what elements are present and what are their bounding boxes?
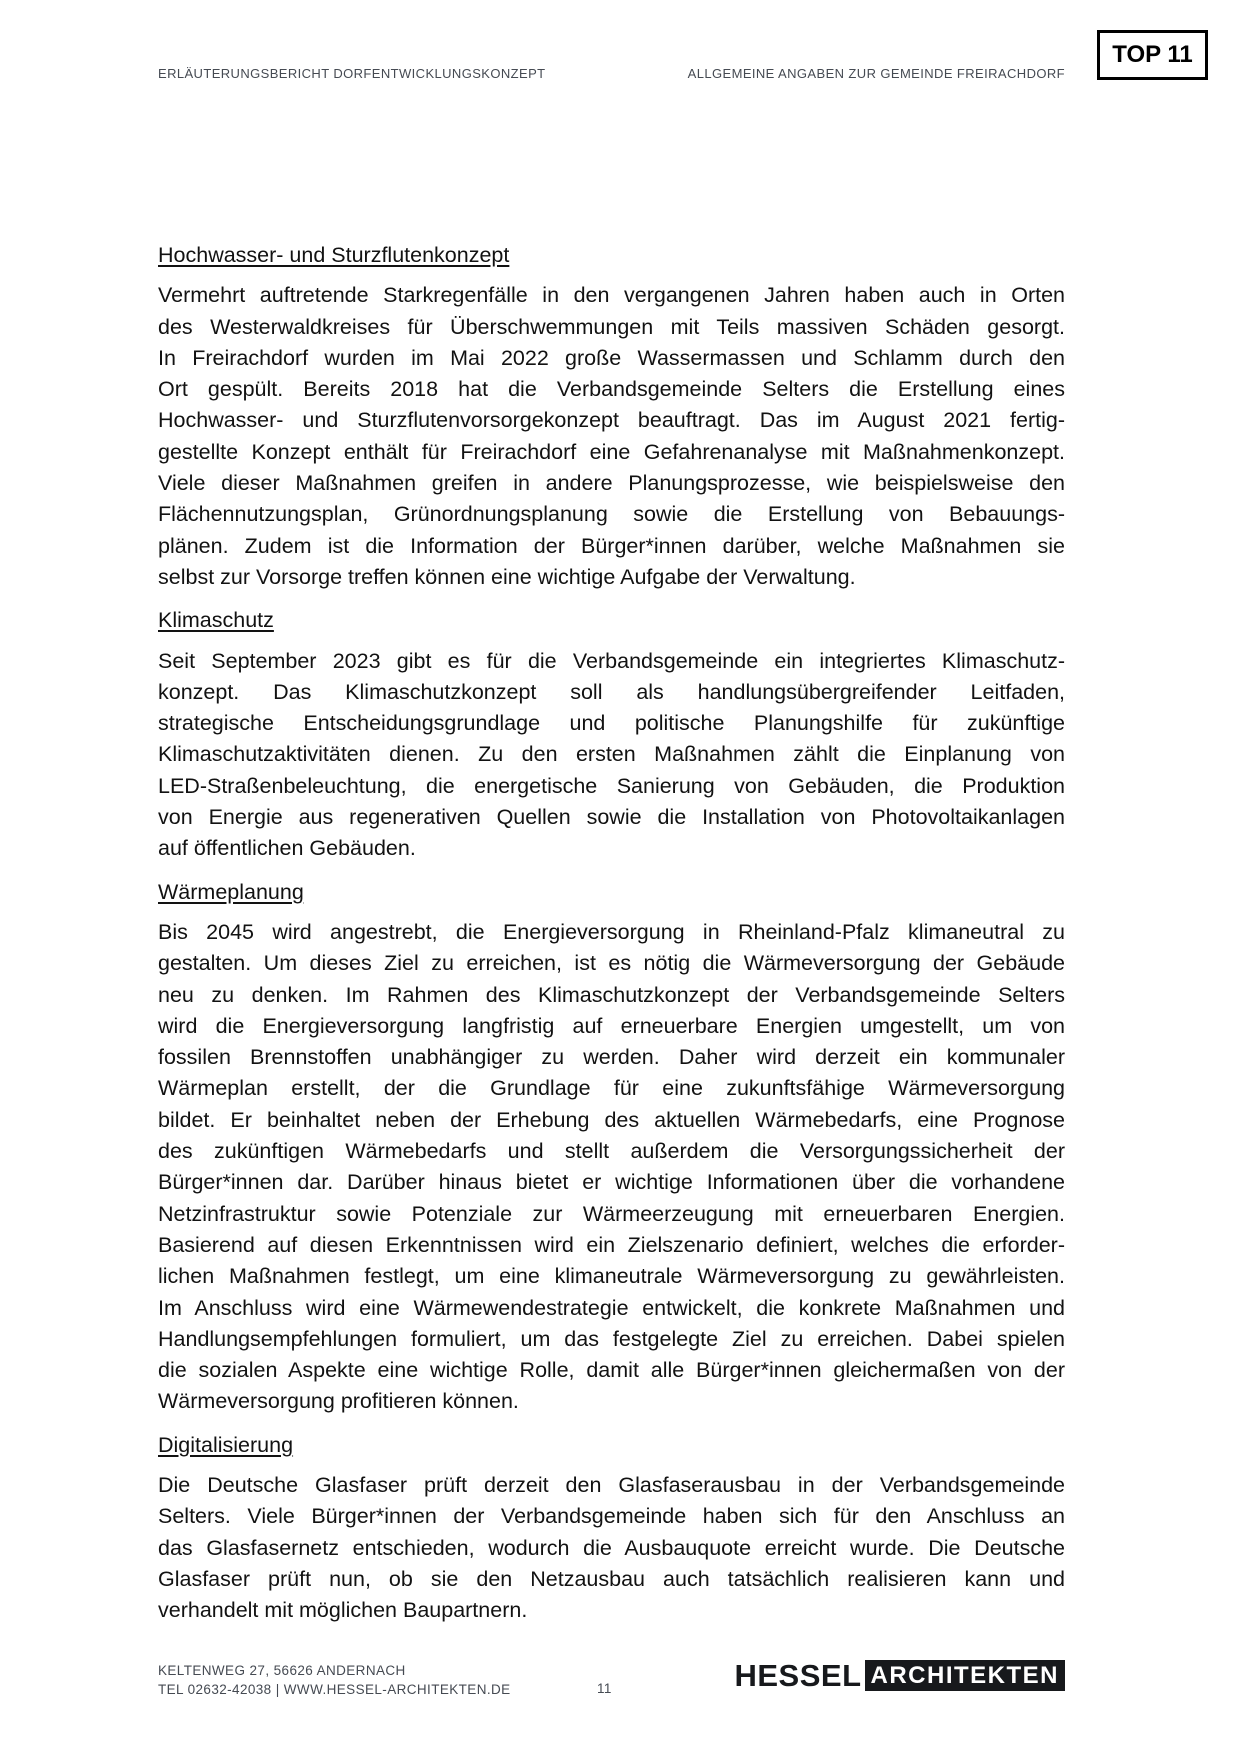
- page-number: 11: [597, 1681, 612, 1696]
- text-line: Basierend auf diesen Erkenntnissen wird ein Zielszenario definiert, welches die erforder-: [158, 1232, 1065, 1257]
- text-line: Hochwasser- und Sturzflutenvorsorgekonzept beauftragt. Das im August 2021 fertig-: [158, 408, 1065, 433]
- document-body: [158, 240, 1065, 1638]
- text-line: Seit September 2023 gibt es für die Verbandsgemeinde ein integriertes Klimaschutz-: [158, 648, 1065, 673]
- text-line: Im Anschluss wird eine Wärmewendestrategie entwickelt, die konkrete Maßnahmen und: [158, 1295, 1065, 1320]
- text-line: Flächennutzungsplan, Grünordnungsplanung sowie die Erstellung von Bebauungs-: [158, 502, 1065, 527]
- text-line: das Glasfasernetz entschieden, wodurch die Ausbauquote erreicht wurde. Die Deutsche: [158, 1535, 1065, 1560]
- text-line: konzept. Das Klimaschutzkonzept soll als handlungsübergreifender Leitfaden,: [158, 679, 1065, 704]
- page-header: [158, 66, 1065, 81]
- logo-text-hessel: HESSEL: [734, 1658, 862, 1693]
- header-left-title: ERLÄUTERUNGSBERICHT DORFENTWICKLUNGSKONZEPT: [158, 66, 546, 81]
- text-line: des zukünftigen Wärmebedarfs und stellt außerdem die Versorgungssicherheit der: [158, 1139, 1065, 1164]
- company-logo: [734, 1658, 1065, 1693]
- text-line: Bis 2045 wird angestrebt, die Energieversorgung in Rheinland-Pfalz klimaneutral zu: [158, 919, 1065, 944]
- text-line: Glasfaser prüft nun, ob sie den Netzausbau auch tatsächlich realisieren kann und: [158, 1566, 1065, 1591]
- paragraph-klimaschutz: [158, 646, 1065, 865]
- text-line: Netzinfrastruktur sowie Potenziale zur Wärmeerzeugung mit erneuerbaren Energien.: [158, 1201, 1065, 1226]
- text-line: bildet. Er beinhaltet neben der Erhebung des aktuellen Wärmebedarfs, eine Prognose: [158, 1107, 1065, 1132]
- text-line: auf öffentlichen Gebäuden.: [158, 836, 416, 861]
- text-line: Bürger*innen dar. Darüber hinaus bietet er wichtige Informationen über die vorhandene: [158, 1170, 1065, 1195]
- top-badge-label: TOP 11: [1112, 41, 1193, 68]
- text-line: Klimaschutzaktivitäten dienen. Zu den ersten Maßnahmen zählt die Einplanung von: [158, 742, 1065, 767]
- text-line: In Freirachdorf wurden im Mai 2022 große Wassermassen und Schlamm durch den: [158, 345, 1065, 370]
- text-line: Ort gespült. Bereits 2018 hat die Verbandsgemeinde Selters die Erstellung eines: [158, 377, 1065, 402]
- text-line: von Energie aus regenerativen Quellen sowie die Installation von Photovoltaikanlagen: [158, 805, 1065, 830]
- text-line: Selters. Viele Bürger*innen der Verbandsgemeinde haben sich für den Anschluss an: [158, 1504, 1065, 1529]
- text-line: des Westerwaldkreises für Überschwemmungen mit Teils massiven Schäden gesorgt.: [158, 314, 1065, 339]
- text-line: wird die Energieversorgung langfristig auf erneuerbare Energien umgestellt, um von: [158, 1013, 1065, 1038]
- text-line: Wärmeplan erstellt, der die Grundlage für eine zukunftsfähige Wärmeversorgung: [158, 1076, 1065, 1101]
- text-line: plänen. Zudem ist die Information der Bürger*innen darüber, welche Maßnahmen sie: [158, 533, 1065, 558]
- paragraph-waermeplanung: [158, 917, 1065, 1418]
- text-line: Handlungsempfehlungen formuliert, um das festgelegte Ziel zu erreichen. Dabei spielen: [158, 1326, 1065, 1351]
- text-line: verhandelt mit möglichen Baupartnern.: [158, 1598, 528, 1623]
- text-line: LED-Straßenbeleuchtung, die energetische Sanierung von Gebäuden, die Produktion: [158, 773, 1065, 798]
- section-heading-waermeplanung: Wärmeplanung: [158, 879, 304, 904]
- text-line: Vermehrt auftretende Starkregenfälle in den vergangenen Jahren haben auch in Orten: [158, 283, 1065, 308]
- footer-address-line2: TEL 02632-42038 | WWW.HESSEL-ARCHITEKTEN.DE: [158, 1681, 511, 1697]
- text-line: lichen Maßnahmen festlegt, um eine klimaneutrale Wärmeversorgung zu gewährleisten.: [158, 1264, 1065, 1289]
- text-line: neu zu denken. Im Rahmen des Klimaschutzkonzept der Verbandsgemeinde Selters: [158, 982, 1065, 1007]
- header-right-title: ALLGEMEINE ANGABEN ZUR GEMEINDE FREIRACHDORF: [687, 66, 1065, 81]
- text-line: selbst zur Vorsorge treffen können eine wichtige Aufgabe der Verwaltung.: [158, 564, 856, 589]
- section-heading-digitalisierung: Digitalisierung: [158, 1432, 294, 1457]
- paragraph-digitalisierung: [158, 1470, 1065, 1626]
- footer-address: [158, 1662, 511, 1699]
- text-line: gestalten. Um dieses Ziel zu erreichen, ist es nötig die Wärmeversorgung der Gebäude: [158, 951, 1065, 976]
- paragraph-hochwasser: [158, 280, 1065, 593]
- text-line: gestellte Konzept enthält für Freirachdorf eine Gefahrenanalyse mit Maßnahmenkonzept.: [158, 439, 1065, 464]
- logo-text-architekten: ARCHITEKTEN: [865, 1660, 1066, 1691]
- text-line: Viele dieser Maßnahmen greifen in andere Planungsprozesse, wie beispielsweise den: [158, 471, 1065, 496]
- text-line: die sozialen Aspekte eine wichtige Rolle, damit alle Bürger*innen gleichermaßen von der: [158, 1358, 1065, 1383]
- section-heading-klimaschutz: Klimaschutz: [158, 608, 274, 633]
- text-line: Die Deutsche Glasfaser prüft derzeit den Glasfaserausbau in der Verbandsgemeinde: [158, 1472, 1065, 1497]
- text-line: strategische Entscheidungsgrundlage und politische Planungshilfe für zukünftige: [158, 711, 1065, 736]
- top-badge: [1097, 30, 1208, 80]
- footer-address-line1: KELTENWEG 27, 56626 ANDERNACH: [158, 1663, 406, 1678]
- text-line: Wärmeversorgung profitieren können.: [158, 1389, 519, 1414]
- section-heading-hochwasser: Hochwasser- und Sturzflutenkonzept: [158, 243, 510, 267]
- text-line: fossilen Brennstoffen unabhängiger zu werden. Daher wird derzeit ein kommunaler: [158, 1045, 1065, 1070]
